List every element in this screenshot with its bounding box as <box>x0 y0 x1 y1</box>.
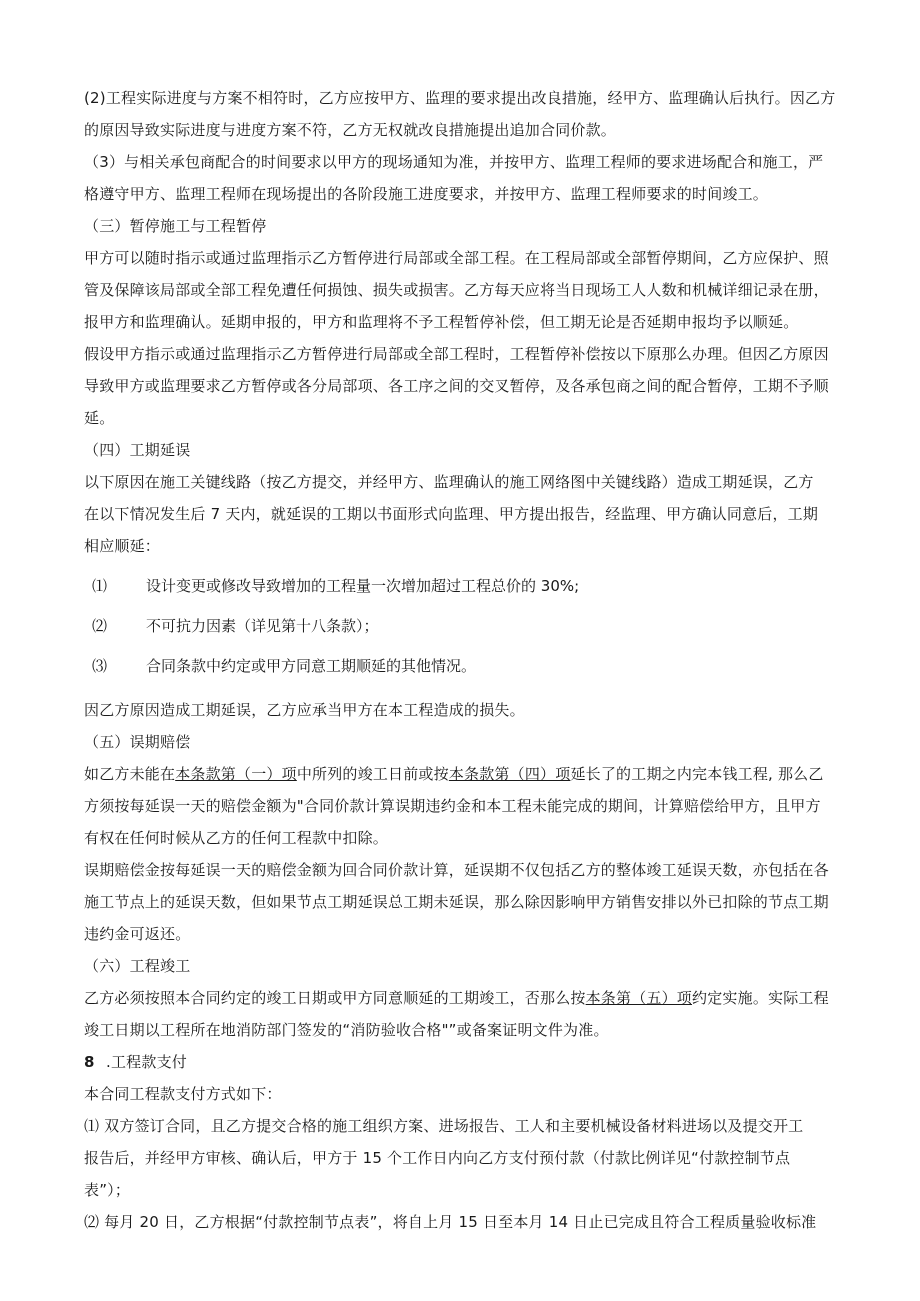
text-line: (2)工程实际进度与方案不相符时，乙方应按甲方、监理的要求提出改良措施，经甲方、监理确认后执行。因乙方 <box>84 89 836 107</box>
text-line: ⑵ 每月 20 日，乙方根据“付款控制节点表”，将自上月 15 日至本月 14 日止已完成且符合工程质量验收标准 <box>84 1213 817 1231</box>
text-line <box>84 982 854 1014</box>
text-span: 如乙方未能在 <box>84 765 176 783</box>
section-heading-8 <box>84 1046 854 1078</box>
text-span: 延长了的工期之内完本钱工程, 那么乙 <box>570 765 824 783</box>
list-item <box>84 610 854 642</box>
text-line: 竣工日期以工程所在地消防部门签发的“消防验收合格"”或备案证明文件为准。 <box>84 1021 609 1039</box>
section-title: .工程款支付 <box>106 1053 187 1071</box>
section-heading-3: （三）暂停施工与工程暂停 <box>84 217 267 235</box>
text-line: 报告后，并经甲方审核、确认后，甲方于 15 个工作日内向乙方支付预付款（付款比例详见“付款控制节点 <box>84 1149 791 1167</box>
list-item-number: ⑴ <box>92 577 108 595</box>
text-line: 报甲方和监理确认。延期申报的，甲方和监理将不予工程暂停补偿，但工期无论是否延期申报均予以顺延。 <box>84 313 799 331</box>
text-span: 乙方必须按照本合同约定的竣工日期或甲方同意顺延的工期竣工，否那么按 <box>84 989 586 1007</box>
text-line: 格遵守甲方、监理工程师在现场提出的各阶段施工进度要求，并按甲方、监理工程师要求的时间竣工。 <box>84 185 769 203</box>
text-line: 违约金可返还。 <box>84 925 191 943</box>
text-line: 因乙方原因造成工期延误，乙方应承当甲方在本工程造成的损失。 <box>84 701 525 719</box>
list-item <box>84 570 854 602</box>
clause-reference: 本条款第（一）项 <box>175 765 297 783</box>
text-line: 本合同工程款支付方式如下： <box>84 1085 282 1103</box>
section-heading-5: （五）误期赔偿 <box>84 733 191 751</box>
section-heading-4: （四）工期延误 <box>84 441 191 459</box>
text-line: （3）与相关承包商配合的时间要求以甲方的现场通知为准，并按甲方、监理工程师的要求进场配合和施工，严 <box>84 153 824 171</box>
list-item-number: ⑶ <box>92 657 108 675</box>
section-heading-6: （六）工程竣工 <box>84 957 191 975</box>
text-span: 约定实施。实际工程 <box>692 989 829 1007</box>
text-line: 以下原因在施工关键线路（按乙方提交，并经甲方、监理确认的施工网络图中关键线路）造成工期延误，乙方 <box>84 473 814 491</box>
list-item <box>84 650 854 682</box>
text-line: 表”）； <box>84 1181 131 1199</box>
list-item-text: 设计变更或修改导致增加的工程量一次增加超过工程总价的 30%; <box>146 577 580 595</box>
text-line: 误期赔偿金按每延误一天的赔偿金额为回合同价款计算，延误期不仅包括乙方的整体竣工延误天数，亦包括在各 <box>84 861 829 879</box>
text-line <box>84 758 854 790</box>
text-line: 相应顺延： <box>84 537 161 555</box>
text-line: 延。 <box>84 409 115 427</box>
clause-reference: 本条第（五）项 <box>585 989 693 1007</box>
clause-reference: 本条款第（四）项 <box>448 765 571 783</box>
text-line: 施工节点上的延误天数，但如果节点工期延误总工期未延误，那么除因影响甲方销售安排以外已扣除的节点工期 <box>84 893 829 911</box>
text-line: 方须按每延误一天的赔偿金额为"合同价款计算误期违约金和本工程未能完成的期间，计算赔偿给甲方，且甲方 <box>84 797 821 815</box>
text-line: 在以下情况发生后 7 天内，就延误的工期以书面形式向监理、甲方提出报告，经监理、甲方确认同意后，工期 <box>84 505 819 523</box>
text-line: 假设甲方指示或通过监理指示乙方暂停进行局部或全部工程时，工程暂停补偿按以下原那么办理。但因乙方原因 <box>84 345 829 363</box>
text-span: 中所列的竣工日前或按 <box>296 765 449 783</box>
list-item-text: 合同条款中约定或甲方同意工期顺延的其他情况。 <box>146 657 477 675</box>
list-item-number: ⑵ <box>92 617 108 635</box>
text-line: ⑴ 双方签订合同，且乙方提交合格的施工组织方案、进场报告、工人和主要机械设备材料进场以及提交开工 <box>84 1117 804 1135</box>
text-line: 导致甲方或监理要求乙方暂停或各分局部项、各工序之间的交叉暂停，及各承包商之间的配合暂停，工期不予顺 <box>84 377 829 395</box>
text-line: 的原因导致实际进度与进度方案不符，乙方无权就改良措施提出追加合同价款。 <box>84 121 617 139</box>
text-line: 管及保障该局部或全部工程免遭任何损蚀、损失或损害。乙方每天应将当日现场工人人数和机械详细记录在册， <box>84 281 829 299</box>
list-item-text: 不可抗力因素（详见第十八条款）； <box>146 617 379 635</box>
text-line: 甲方可以随时指示或通过监理指示乙方暂停进行局部或全部工程。在工程局部或全部暂停期间，乙方应保护、照 <box>84 249 829 267</box>
text-line: 有权在任何时候从乙方的任何工程款中扣除。 <box>84 829 389 847</box>
document-page <box>84 82 854 1238</box>
section-number: 8 <box>84 1053 95 1071</box>
